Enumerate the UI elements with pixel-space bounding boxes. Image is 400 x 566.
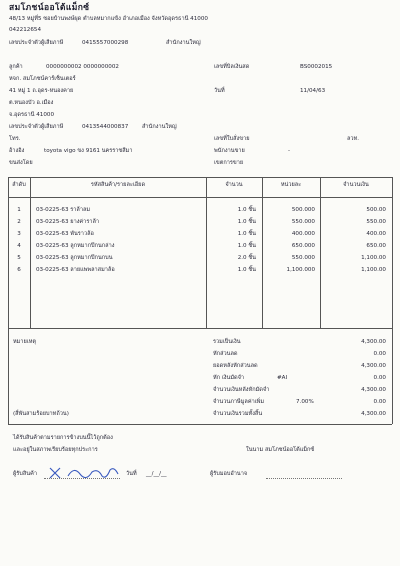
table-header-border [8, 197, 392, 198]
doc-ref-label: เลขที่ใบสั่งขาย [214, 136, 250, 142]
row-no: 2 [17, 219, 21, 225]
summary-label: หักส่วนลด [213, 351, 238, 357]
receiver-date-blank: __/__/__ [146, 471, 167, 477]
customer-phone-label: โทร. [9, 136, 21, 142]
row-desc: 03-0225-63 ลูกหมากปีกนกล่าง [36, 243, 115, 249]
row-no: 5 [17, 255, 21, 261]
summary-value: 0.00 [373, 351, 386, 357]
customer-code: 0000000002 0000000002 [46, 64, 119, 70]
summary-label: รวมเป็นเงิน [213, 339, 241, 345]
authorized-signature-line [266, 478, 342, 479]
summary-bottom-border [8, 424, 392, 425]
summary-label: หัก เงินมัดจำ [213, 375, 245, 381]
summary-extra: #AI [277, 375, 288, 381]
remark-label: หมายเหตุ [13, 339, 37, 345]
header-amount: จำนวนเงิน [343, 182, 369, 188]
col-divider-desc [206, 177, 207, 328]
col-divider-qty [262, 177, 263, 328]
customer-ship-label: ขนส่งโดย [9, 160, 33, 166]
row-price: 500.000 [291, 207, 315, 213]
customer-address-1: 41 หมู่ 1 ถ.อุดร-หนองคาย [9, 88, 74, 94]
row-price: 650.000 [291, 243, 315, 249]
row-amount: 1,100.00 [361, 267, 386, 273]
row-amount: 550.00 [366, 219, 386, 225]
customer-code-label: ลูกค้า [9, 64, 23, 70]
header-no: ลำดับ [12, 182, 26, 188]
summary-label: จำนวนเงินหลังหักมัดจำ [213, 387, 270, 393]
summary-label: จำนวนเงินรวมทั้งสิ้น [213, 411, 263, 417]
col-divider-price [320, 177, 321, 328]
authorized-label: ผู้รับมอบอำนาจ [210, 471, 248, 477]
row-qty: 2.0 ชิ้น [237, 255, 256, 261]
customer-address-3: จ.อุดรธานี 41000 [9, 112, 55, 118]
summary-value: 4,300.00 [361, 363, 386, 369]
row-qty: 1.0 ชิ้น [237, 231, 256, 237]
row-qty: 1.0 ชิ้น [237, 267, 256, 273]
row-desc: 03-0225-63 พันราวล้อ [36, 231, 94, 237]
customer-name: หจก. สมโภชน์คาร์เซ็นเตอร์ [9, 76, 76, 82]
row-no: 4 [17, 243, 21, 249]
row-no: 1 [17, 207, 21, 213]
footer-line-1: ได้รับสินค้าตามรายการข้างบนนี้ไว้ถูกต้อง [13, 435, 113, 441]
row-amount: 650.00 [366, 243, 386, 249]
summary-label: ยอดหลังหักส่วนลด [213, 363, 258, 369]
table-right-border [392, 177, 393, 424]
shop-branch: สำนักงานใหญ่ [166, 40, 201, 46]
footer-on-behalf: ในนาม สมโภชน์ออโต้แม็กซ์ [246, 447, 315, 453]
row-amount: 500.00 [366, 207, 386, 213]
doc-salesperson-label: พนักงานขาย [214, 148, 245, 154]
table-bottom-border [8, 328, 392, 329]
receiver-date-label: วันที่ [126, 471, 137, 477]
customer-address-2: ต.หนองบัว อ.เมือง [9, 100, 54, 106]
row-qty: 1.0 ชิ้น [237, 207, 256, 213]
amount-in-words: (สี่พันสามร้อยบาทถ้วน) [13, 411, 69, 417]
doc-number: BS0002015 [300, 64, 333, 70]
receiver-label: ผู้รับสินค้า [13, 471, 37, 477]
row-qty: 1.0 ชิ้น [237, 243, 256, 249]
row-price: 550.000 [291, 219, 315, 225]
shop-phone: 042212654 [9, 27, 42, 33]
col-divider-no [30, 177, 31, 328]
doc-salesperson: - [288, 148, 291, 154]
row-desc: 03-0225-63 ยางค่าราล้า [36, 219, 100, 225]
header-desc: รหัสสินค้า/รายละเอียด [90, 182, 146, 188]
row-price: 550.000 [291, 255, 315, 261]
customer-note-label: อ้างอิง [9, 148, 25, 154]
summary-value: 0.00 [373, 375, 386, 381]
doc-ref-suffix: ลวท. [347, 136, 360, 142]
table-top-border [8, 177, 392, 178]
customer-taxid-label: เลขประจำตัวผู้เสียภาษี [9, 124, 64, 130]
row-price: 400.000 [291, 231, 315, 237]
summary-label: จำนวนภาษีมูลค่าเพิ่ม [213, 399, 265, 405]
footer-line-2: และอยู่ในสภาพเรียบร้อยทุกประการ [13, 447, 98, 453]
summary-value: 4,300.00 [361, 411, 386, 417]
header-price: หน่วยละ [280, 182, 302, 188]
shop-name: สมโภชน์ออโต้แม็กซ์ [9, 3, 90, 13]
header-qty: จำนวน [225, 182, 243, 188]
doc-date: 11/04/63 [300, 88, 326, 94]
row-desc: 03-0225-63 ลูกหมากปีกนกบน [36, 255, 113, 261]
row-no: 3 [17, 231, 21, 237]
row-amount: 400.00 [366, 231, 386, 237]
summary-value: 4,300.00 [361, 387, 386, 393]
summary-value: 4,300.00 [361, 339, 386, 345]
row-qty: 1.0 ชิ้น [237, 219, 256, 225]
row-amount: 1,100.00 [361, 255, 386, 261]
shop-taxid-label: เลขประจำตัวผู้เสียภาษี [9, 40, 64, 46]
summary-extra: 7.00% [296, 399, 314, 405]
customer-taxid: 0413544000837 [82, 124, 129, 130]
doc-due-label: เขตการขาย [214, 160, 244, 166]
row-no: 6 [17, 267, 21, 273]
table-left-border [8, 177, 9, 424]
doc-date-label: วันที่ [214, 88, 225, 94]
receiver-signature [46, 462, 126, 484]
shop-taxid: 0415557000298 [82, 40, 129, 46]
customer-note: toyota vigo ขง 9161 นครราชสีมา [44, 148, 133, 154]
shop-address: 48/13 หมู่ที่5 ซอยบ้านพงษ์ผุด ตำบลหมากแข้ง อำเภอเมือง จังหวัดอุดรธานี 41000 [9, 16, 208, 22]
row-price: 1,100.000 [286, 267, 315, 273]
summary-value: 0.00 [373, 399, 386, 405]
row-desc: 03-0225-63 ลายแพพลาสมาล้อ [36, 267, 115, 273]
doc-number-label: เลขที่บิลเงินสด [214, 64, 250, 70]
row-desc: 03-0225-63 ราล้าลม [36, 207, 91, 213]
customer-branch: สำนักงานใหญ่ [142, 124, 177, 130]
